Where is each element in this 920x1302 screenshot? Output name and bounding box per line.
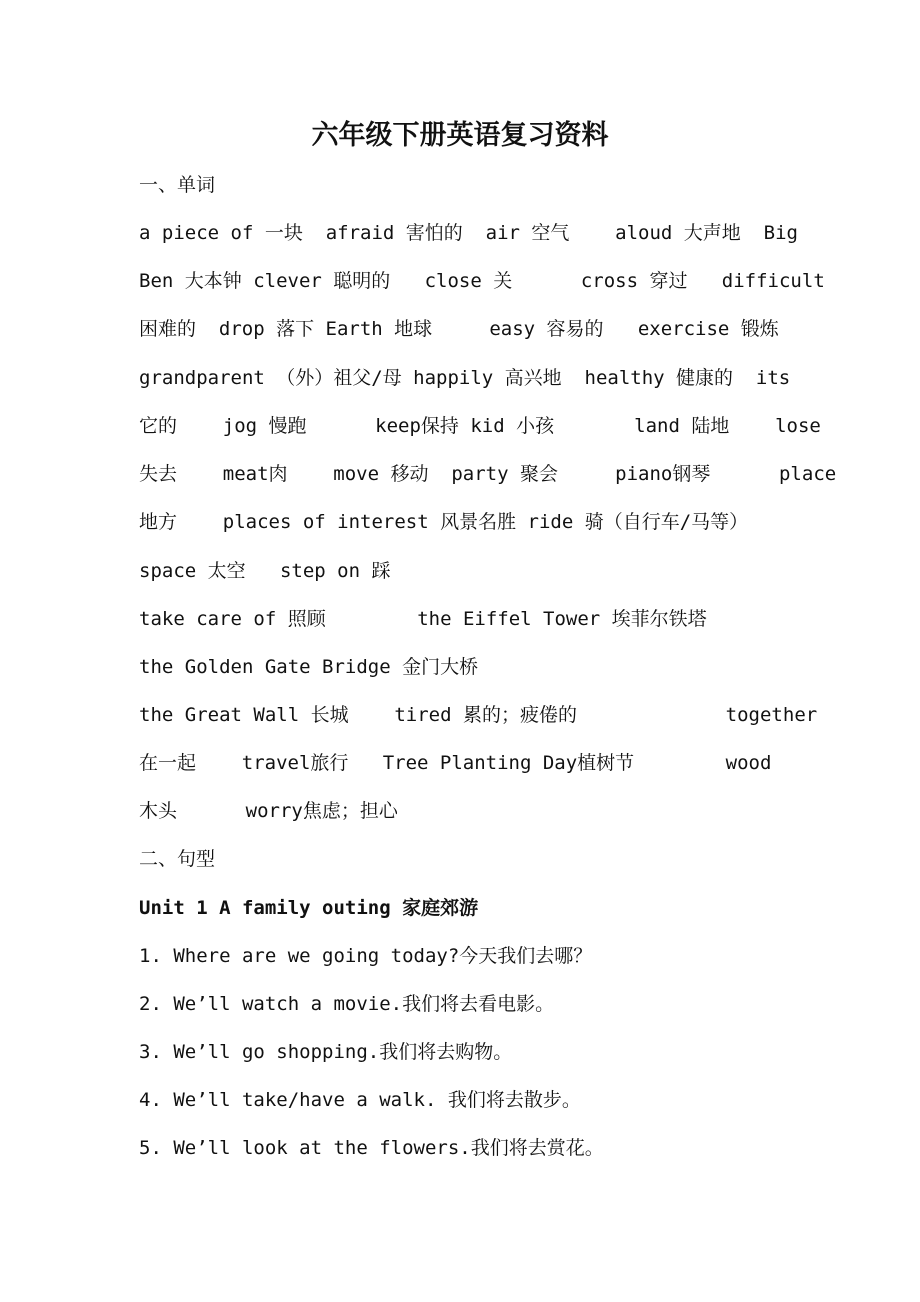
unit-title: Unit 1 A family outing 家庭郊游 — [139, 897, 479, 919]
word-line: the Great Wall 长城 tired 累的；疲倦的 together — [139, 704, 818, 726]
section-heading-words: 一、单词 — [139, 174, 216, 196]
section-heading-sentences: 二、句型 — [139, 848, 216, 870]
word-line: 木头 worry焦虑；担心 — [139, 800, 398, 822]
page-title: 六年级下册英语复习资料 — [311, 120, 609, 151]
word-line: 失去 meat肉 move 移动 party 聚会 piano钢琴 place — [139, 463, 837, 485]
word-line: the Golden Gate Bridge 金门大桥 — [139, 656, 479, 678]
word-line: 困难的 drop 落下 Earth 地球 easy 容易的 exercise 锻炼 — [139, 318, 779, 340]
word-line: take care of 照顾 the Eiffel Tower 埃菲尔铁塔 — [139, 608, 707, 630]
word-line: a piece of 一块 afraid 害怕的 air 空气 aloud 大声地 Big — [139, 222, 798, 244]
word-line: Ben 大本钟 clever 聪明的 close 关 cross 穿过 difficult — [139, 270, 825, 292]
word-line: space 太空 step on 踩 — [139, 560, 391, 582]
sentence-item: 3. We’ll go shopping.我们将去购物。 — [139, 1041, 513, 1063]
word-line: 在一起 travel旅行 Tree Planting Day植树节 wood — [139, 752, 772, 774]
word-line: grandparent （外）祖父/母 happily 高兴地 healthy 健康的 its — [139, 367, 791, 389]
word-line: 地方 places of interest 风景名胜 ride 骑（自行车/马等） — [139, 511, 749, 533]
word-line: 它的 jog 慢跑 keep保持 kid 小孩 land 陆地 lose — [139, 415, 821, 437]
sentence-item: 4. We’ll take/have a walk. 我们将去散步。 — [139, 1089, 581, 1111]
sentence-item: 2. We’ll watch a movie.我们将去看电影。 — [139, 993, 555, 1015]
sentence-item: 1. Where are we going today?今天我们去哪？ — [139, 945, 593, 967]
sentence-item: 5. We’ll look at the flowers.我们将去赏花。 — [139, 1137, 604, 1159]
